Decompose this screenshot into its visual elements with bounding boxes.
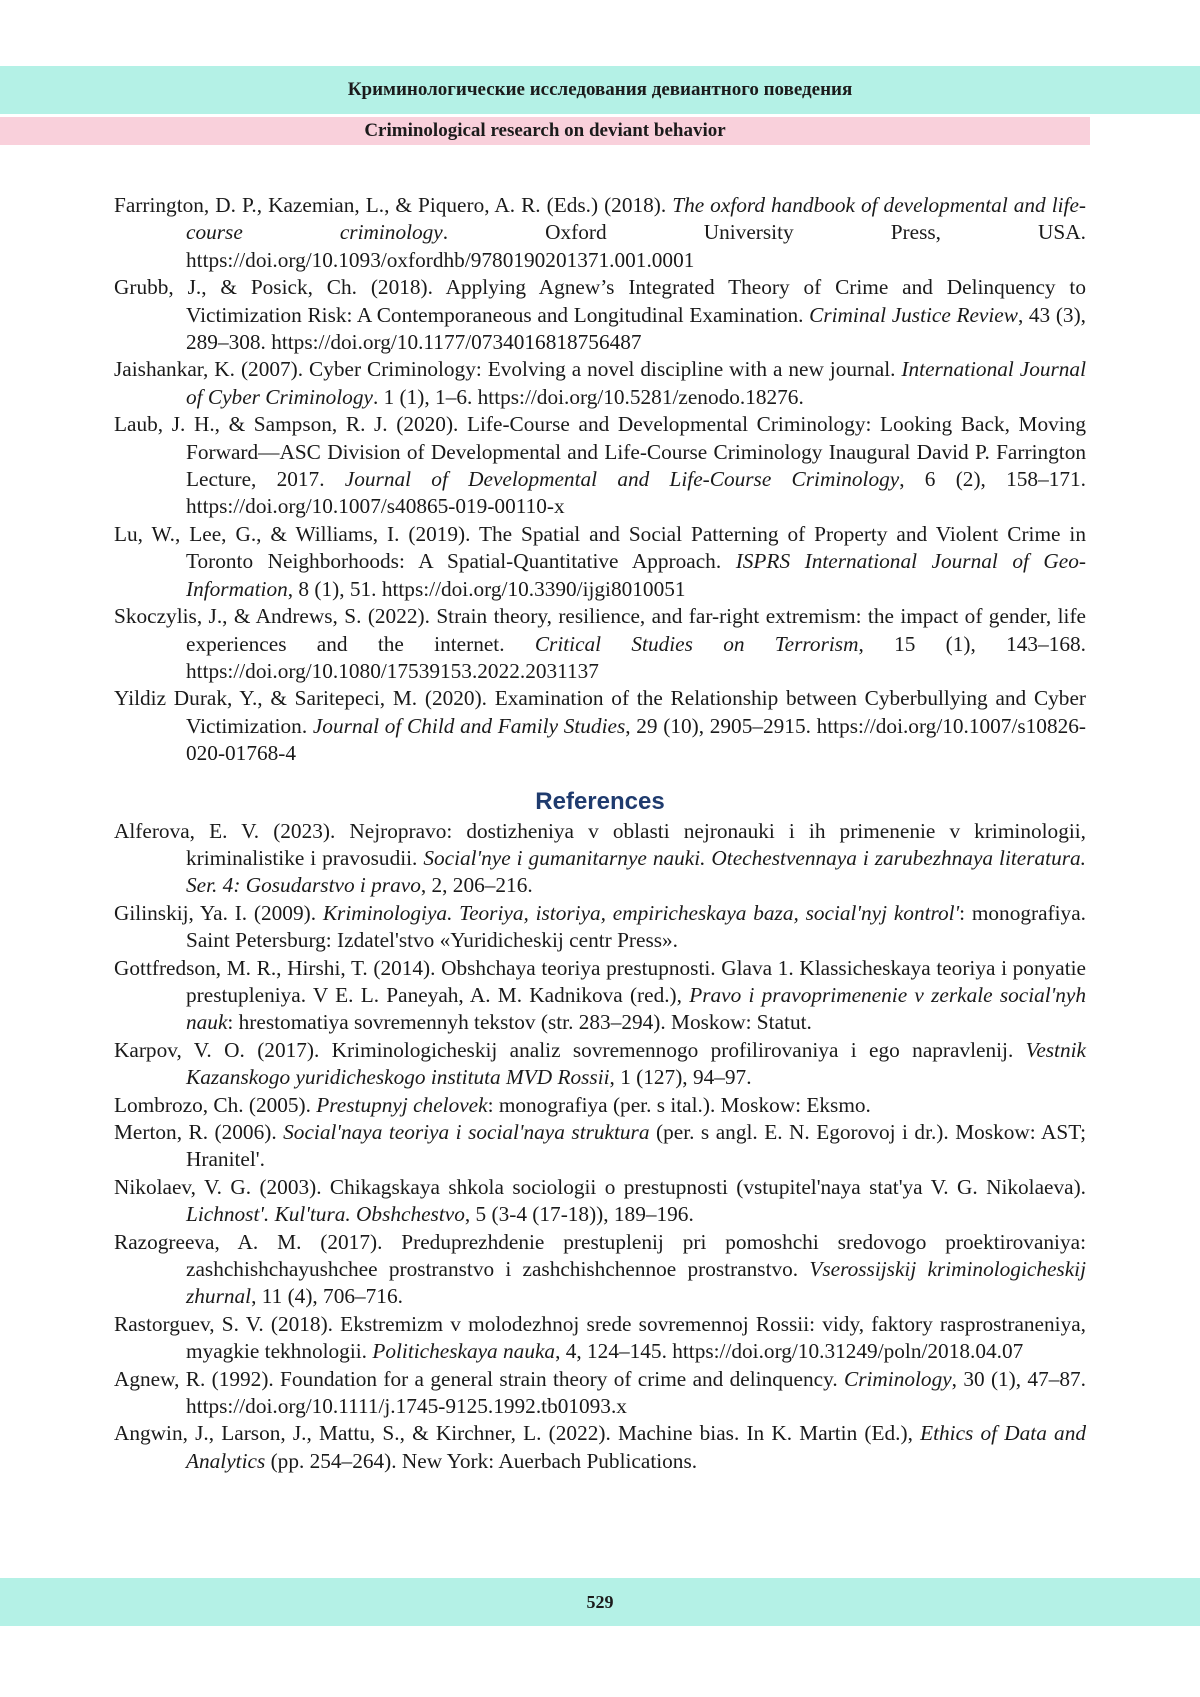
reference-entry: Merton, R. (2006). Social'naya teoriya i social'naya struktura (per. s angl. E. N. Egorovoj i dr.). Moskow: AST; Hranitel'. [114, 1120, 1086, 1172]
reference-entry: Gilinskij, Ya. I. (2009). Kriminologiya. Teoriya, istoriya, empiricheskaya baza, social'nyj kontrol': monografiya. Saint Petersburg: Izdatel'stvo «Yuridicheskij centr Press». [114, 900, 1086, 953]
reference-entry: Angwin, J., Larson, J., Mattu, S., & Kirchner, L. (2022). Machine bias. In K. Martin (Ed.), Ethics of Data and Analytics (pp. 254–264). New York: Auerbach Publications. [114, 1421, 1086, 1473]
sources-list [114, 192, 1086, 768]
page-footer [0, 1578, 1200, 1626]
references-list [114, 818, 1086, 1476]
reference-entry: Alferova, E. V. (2023). Nejropravo: dostizheniya v oblasti nejronauki i ih primenenie v kriminologii, kriminalistike i pravosudii. Social'nye i gumanitarnye nauki. Otechestvennaya i zarubezhnaya literatura. Ser. 4: Gosudarstvo i pravo, 2, 206–216. [114, 818, 1086, 898]
reference-entry: Farrington, D. P., Kazemian, L., & Piquero, A. R. (Eds.) (2018). The oxford handbook of developmental and life-course criminology. Oxford University Press, USA. https://doi.org/10.1093/oxfordhb/9780190201371.001.0001 [114, 193, 1087, 272]
reference-list [114, 192, 1086, 1475]
reference-entry: Agnew, R. (1992). Foundation for a general strain theory of crime and delinquency. Criminology, 30 (1), 47–87. https://doi.org/10.1111/j.1745-9125.1992.tb01093.x [114, 1366, 1086, 1419]
page-number: 529 [586, 1591, 614, 1612]
reference-entry: Skoczylis, J., & Andrews, S. (2022). Strain theory, resilience, and far-right extremism: the impact of gender, life experiences and the internet. Critical Studies on Terrorism, 15 (1), 143–168. https://doi.org/10.1080/17539153.2022.2031137 [114, 604, 1086, 683]
reference-entry: Nikolaev, V. G. (2003). Chikagskaya shkola sociologii o prestupnosti (vstupitel'naya stat'ya V. G. Nikolaeva). Lichnost'. Kul'tura. Obshchestvo, 5 (3-4 (17-18)), 189–196. [114, 1174, 1086, 1227]
reference-entry: Razogreeva, A. M. (2017). Preduprezhdenie prestuplenij pri pomoshchi sredovogo proektirovaniya: zashchishchayushchee prostranstvo i zashchishchennoe prostranstvo. Vserossijskij kriminologicheskij zhurnal, 11 (4), 706–716. [114, 1229, 1086, 1309]
reference-entry: Grubb, J., & Posick, Ch. (2018). Applying Agnew’s Integrated Theory of Crime and Delinquency to Victimization Risk: A Contemporaneous and Longitudinal Examination. Criminal Justice Review, 43 (3), 289–308. https://doi.org/10.1177/0734016818756487 [114, 275, 1086, 355]
reference-entry: Yildiz Durak, Y., & Saritepeci, M. (2020). Examination of the Relationship between Cyberbullying and Cyber Victimization. Journal of Child and Family Studies, 29 (10), 2905–2915. https://doi.org/10.1007/s10826-020-01768-4 [114, 686, 1086, 766]
reference-entry: Lu, W., Lee, G., & Williams, I. (2019). The Spatial and Social Patterning of Property and Violent Crime in Toronto Neighborhoods: A Spatial-Quantitative Approach. ISPRS International Journal of Geo-Information, 8 (1), 51. https://doi.org/10.3390/ijgi8010051 [114, 521, 1087, 601]
reference-entry: Lombrozo, Ch. (2005). Prestupnyj chelovek: monografiya (per. s ital.). Moskow: Eksmo. [114, 1092, 871, 1117]
reference-entry: Jaishankar, K. (2007). Cyber Criminology: Evolving a novel discipline with a new journal. International Journal of Cyber Criminology. 1 (1), 1–6. https://doi.org/10.5281/zenodo.18276. [114, 357, 1086, 409]
reference-entry: Rastorguev, S. V. (2018). Ekstremizm v molodezhnoj srede sovremennoj Rossii: vidy, faktory rasprostraneniya, myagkie tekhnologii. Politicheskaya nauka, 4, 124–145. https://doi.org/10.31249/poln/2018.04.07 [114, 1311, 1086, 1364]
journal-title-en-text: Criminological research on deviant behavior [364, 120, 726, 141]
journal-title-en [0, 117, 1090, 145]
references-heading: References [535, 787, 665, 815]
reference-entry: Gottfredson, M. R., Hirshi, T. (2014). Obshchaya teoriya prestupnosti. Glava 1. Klassicheskaya teoriya i ponyatie prestupleniya. V E. L. Paneyah, A. M. Kadnikova (red.), Pravo i pravoprimenenie v zerkale social'nyh nauk: hrestomatiya sovremennyh tekstov (str. 283–294). Moskow: Statut. [114, 955, 1086, 1035]
journal-title-ru-text: Криминологические исследования девиантного поведения [347, 79, 853, 100]
reference-entry: Laub, J. H., & Sampson, R. J. (2020). Life-Course and Developmental Criminology: Looking Back, Moving Forward—ASC Division of Developmental and Life-Course Criminology Inaugural David P. Farrington Lecture, 2017. Journal of Developmental and Life-Course Criminology, 6 (2), 158–171. https://doi.org/10.1007/s40865-019-00110-x [114, 412, 1086, 519]
journal-title-ru [0, 66, 1200, 114]
reference-entry: Karpov, V. O. (2017). Kriminologicheskij analiz sovremennogo profilirovaniya i ego napravlenij. Vestnik Kazanskogo yuridicheskogo instituta MVD Rossii, 1 (127), 94–97. [114, 1037, 1086, 1090]
